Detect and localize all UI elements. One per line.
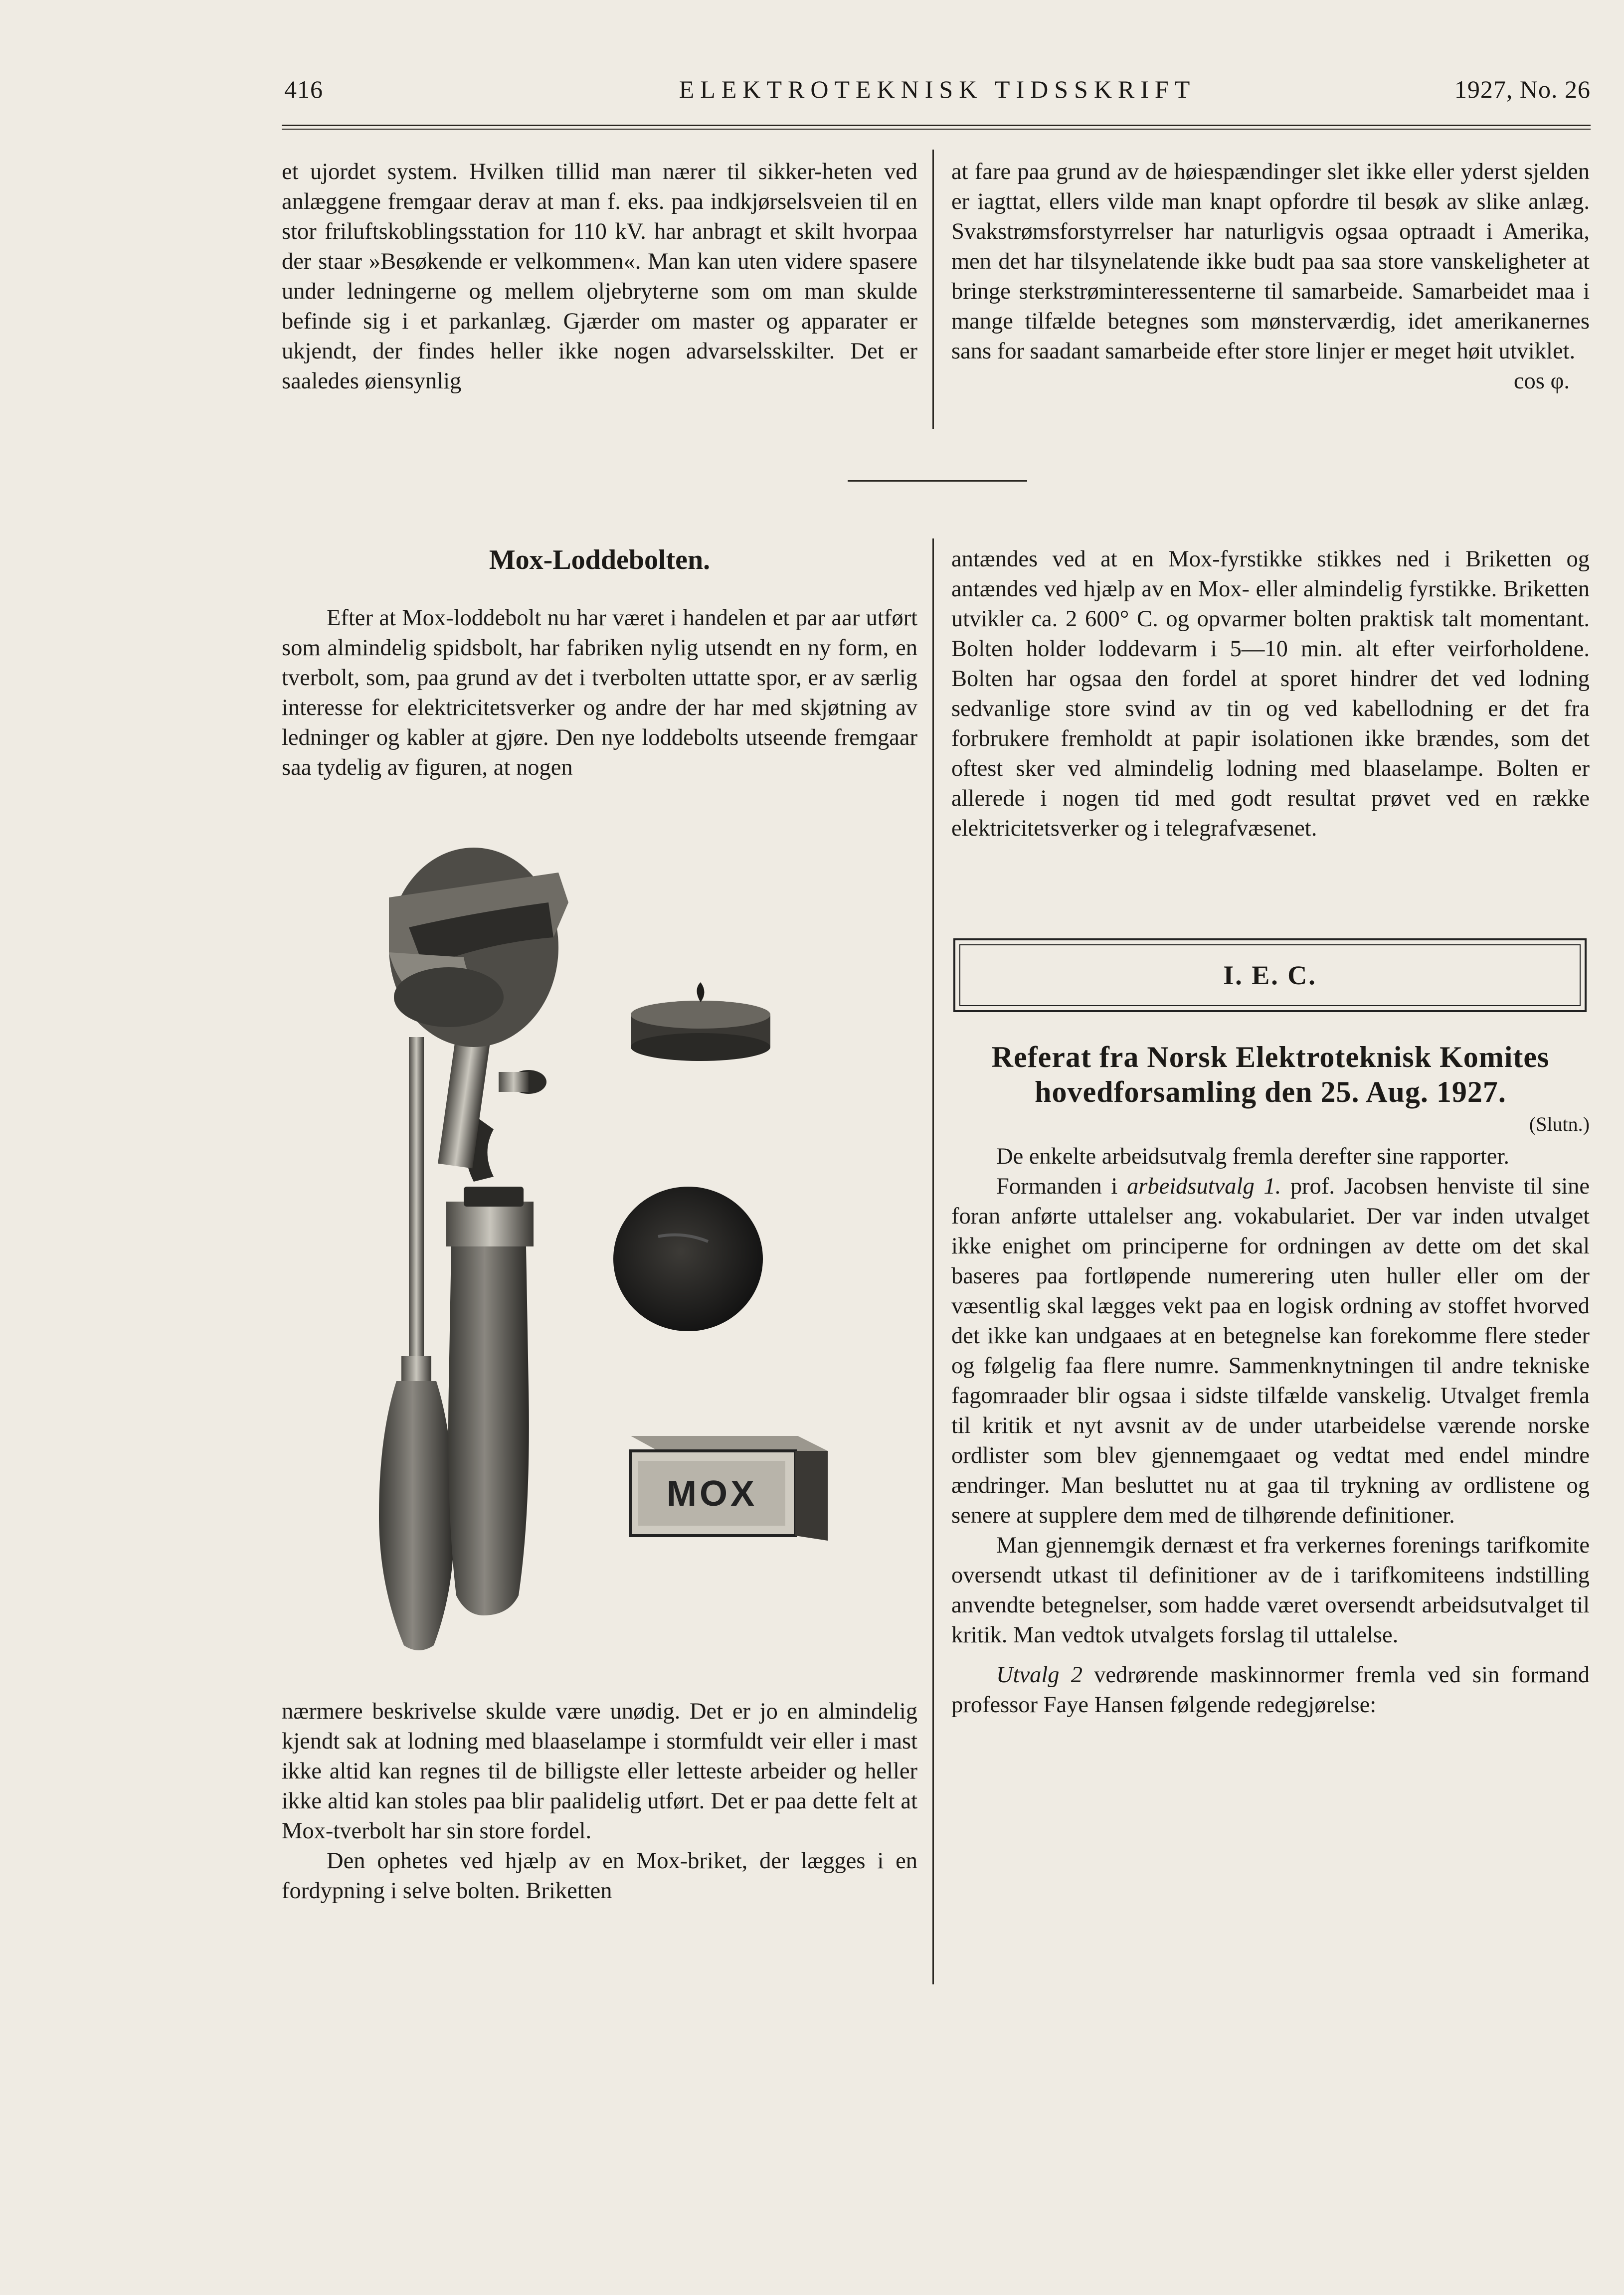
paragraph: Utvalg 2 vedrørende maskinnormer fremla ved sin formand professor Faye Hansen følgende redegjørelse:	[951, 1662, 1590, 1718]
journal-title: ELEKTROTEKNISK TIDSSKRIFT	[679, 75, 1196, 103]
iec-section-box	[953, 938, 1587, 1012]
iec-body	[951, 1142, 1590, 1720]
left-top-text	[282, 157, 917, 396]
right-top-text	[951, 157, 1590, 396]
running-header	[284, 75, 1591, 110]
header-rule-top	[282, 125, 1591, 126]
mox-continued	[951, 544, 1590, 844]
paragraph: antændes ved at en Mox-fyrstikke stikkes ned i Briketten og antændes ved hjælp av en Mox- eller almindelig fyrstikke. Briketten utvikler ca. 2 600° C. og opvarmer bolten praktisk talt momentant. Bolten holder loddevarm i 5—10 min. alt efter veirforholdene. Bolten har ogsaa den fordel at sporet hindrer det ved lodning sedvanlige store svind av tin og ved kabellodning er det fra forbrukere fremholdt at papir isolationen ikke brændes, som det oftest sker ved almindelig lodning med blaaselampe. Bolten er allerede i nogen tid med godt resultat prøvet ved en række elektricitetsverker og i telegrafvæsenet.	[951, 546, 1590, 841]
matchbox-label: MOX	[666, 1474, 758, 1514]
column-divider-bottom	[932, 538, 934, 1984]
paragraph: Efter at Mox-loddebolt nu har været i handelen et par aar utført som almindelig spidsbolt, har fabriken nylig utsendt en ny form, en tverbolt, som, paa grund av det i tverbolten uttatte spor, er av særlig interesse for elektricitetsverker og andre der har med skjøtning av ledninger og kabler at gjøre. Den nye loddebolts utseende fremgaar saa tydelig av figuren, at nogen	[282, 605, 917, 780]
signature: cos φ.	[1513, 368, 1570, 394]
iec-heading-line-1: Referat fra Norsk Elektroteknisk Komites	[991, 1041, 1550, 1073]
section-separator	[848, 480, 1027, 482]
paragraph: De enkelte arbeidsutvalg fremla derefter sine rapporter.	[996, 1144, 1509, 1169]
rod	[401, 1037, 431, 1396]
mox-soldering-iron-figure	[349, 838, 898, 1655]
issue-number: 1927, No. 26	[1454, 75, 1591, 103]
handle-left	[379, 1381, 454, 1650]
mox-heading: Mox-Loddebolten.	[489, 544, 711, 575]
mox-intro	[282, 603, 917, 783]
iec-heading-line-2: hovedforsamling den 25. Aug. 1927.	[1035, 1075, 1506, 1108]
briquette	[631, 982, 770, 1061]
column-divider-top	[932, 150, 934, 429]
figure-illustration	[349, 838, 898, 1655]
paragraph: Formanden i arbeidsutvalg 1. prof. Jacobsen henviste til sine foran anførte uttalelser ang. vokabulariet. Der var inden utvalget ikke enighet om principerne for ordningen av dette om det skal baseres paa fortløpende numerering uten huller eller om der væsentlig skal lægges vekt paa en logisk ordning av stoffet hvorved det ikke kan undgaaes at en betegnelse kan forekomme flere steder og følgelig faa flere numre. Sammenknytningen til andre tekniske fagomraader blir ogsaa i sidste tilfælde vanskelig. Utvalget fremla til kritik et nyt avsnit av de under utarbeidelse værende norske ordlister som blev gjennemgaaet og vedtat med endel mindre ændringer. Man besluttet nu at gaa til trykning av ordlistene og senere at supplere dem med de tilhørende definitioner.	[951, 1174, 1590, 1528]
iec-heading	[951, 1040, 1590, 1109]
round-tin	[613, 1187, 763, 1331]
mox-body	[282, 1697, 917, 1906]
paragraph: nærmere beskrivelse skulde være unødig. Det er jo en almindelig kjendt sak at lodning med blaaselampe i stormfuldt veir eller i mast ikke altid kan regnes til de billigste eller letteste arbeider og heller ikke altid kan stoles paa blir paalidelig utført. Det er paa dette felt at Mox-tverbolt har sin store fordel.	[282, 1699, 917, 1844]
paragraph: et ujordet system. Hvilken tillid man nærer til sikker-heten ved anlæggene fremgaar derav at man f. eks. paa indkjørselsveien til en stor friluftskoblingsstation for 110 kV. har anbragt et skilt hvorpaa der staar »Besøkende er velkommen«. Man kan uten videre spasere under ledningerne og mellem oljebryterne som om man skulde befinde sig i et parkanlæg. Gjærder om master og apparater er ukjendt, der findes heller ikke nogen advarselsskilter. Det er saaledes øiensynlig	[282, 159, 917, 394]
paragraph: Den ophetes ved hjælp av en Mox-briket, der lægges i en fordypning i selve bolten. Briketten	[282, 1848, 917, 1904]
iron-head	[389, 848, 568, 1047]
iec-box-title: I. E. C.	[959, 944, 1581, 1006]
paragraph: at fare paa grund av de høiespændinger slet ikke eller yderst sjelden er iagttat, ellers vilde man knapt opfordre til besøk av slike anlæg. Svakstrømsforstyrrelser har naturligvis ogsaa optraadt i Amerika, men det har tilsynelatende ikke budt paa saa store vanskeligheter at bringe sterkstrøminteressenterne til samarbeide. Samarbeidet maa i mange tilfælde betegnes som mønsterværdig, idet amerikanernes sans for saadant samarbeide efter store linjer er meget høit utviklet. cos φ.	[951, 157, 1590, 366]
handle-main	[446, 1117, 534, 1615]
page-number: 416	[284, 75, 323, 103]
paragraph: Man gjennemgik dernæst et fra verkernes forenings tarifkomite oversendt utkast til definitioner av de i tarifkomiteens indstilling anvendte betegnelser, som hadde været oversendt arbeidsutvalget til kritik. Man vedtok utvalgets forslag til uttalelse.	[951, 1533, 1590, 1648]
matchbox	[631, 1436, 828, 1541]
header-rule-bottom	[282, 129, 1591, 130]
iec-slutn: (Slutn.)	[1529, 1113, 1590, 1135]
